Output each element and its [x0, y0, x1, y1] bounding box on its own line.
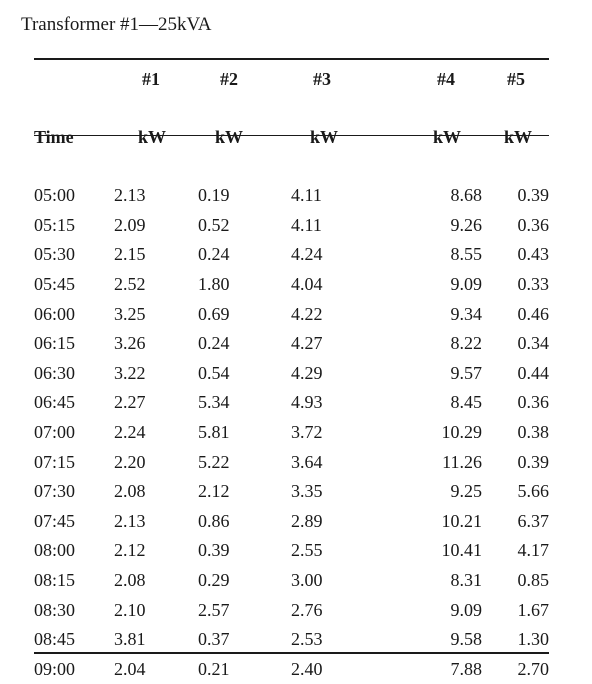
kw-cell-2: 0.69: [198, 299, 291, 329]
kw-cell-5: 0.39: [482, 175, 549, 211]
column-id-header-row: [34, 59, 549, 99]
kw-cell-4: 9.58: [386, 625, 482, 655]
table-row: [34, 655, 549, 684]
kw-cell-4: 9.26: [386, 211, 482, 241]
kw-cell-4: 7.88: [386, 655, 482, 684]
table-row: [34, 625, 549, 655]
kw-cell-1: 2.04: [114, 655, 198, 684]
table-row: [34, 477, 549, 507]
table-row: [34, 566, 549, 596]
kw-cell-2: 5.22: [198, 447, 291, 477]
kw-cell-2: 0.86: [198, 507, 291, 537]
kw-cell-5: 1.67: [482, 595, 549, 625]
column-header-3: #3: [291, 59, 386, 99]
kw-cell-4: 10.41: [386, 536, 482, 566]
column-header-4: #4: [386, 59, 482, 99]
kw-cell-5: 0.38: [482, 418, 549, 448]
kw-cell-5: 4.17: [482, 536, 549, 566]
kw-cell-2: 0.37: [198, 625, 291, 655]
kw-cell-5: 0.46: [482, 299, 549, 329]
unit-header-2: kW: [198, 99, 291, 175]
kw-cell-1: 2.13: [114, 507, 198, 537]
kw-cell-5: 6.37: [482, 507, 549, 537]
table-row: [34, 359, 549, 389]
kw-cell-3: 3.35: [291, 477, 386, 507]
kw-cell-4: 9.09: [386, 595, 482, 625]
kw-cell-1: 2.09: [114, 211, 198, 241]
table-row: [34, 536, 549, 566]
time-cell: 06:30: [34, 359, 114, 389]
kw-cell-2: 0.39: [198, 536, 291, 566]
kw-cell-1: 2.12: [114, 536, 198, 566]
time-cell: 07:00: [34, 418, 114, 448]
time-cell: 08:45: [34, 625, 114, 655]
kw-cell-5: 0.36: [482, 388, 549, 418]
table-row: [34, 388, 549, 418]
table-row: [34, 299, 549, 329]
column-header-2: #2: [198, 59, 291, 99]
kw-cell-2: 5.81: [198, 418, 291, 448]
kw-cell-1: 2.13: [114, 175, 198, 211]
kw-cell-4: 9.57: [386, 359, 482, 389]
kw-cell-3: 3.00: [291, 566, 386, 596]
time-cell: 08:30: [34, 595, 114, 625]
time-cell: 09:00: [34, 655, 114, 684]
kw-cell-2: 0.21: [198, 655, 291, 684]
kw-cell-2: 0.54: [198, 359, 291, 389]
kw-cell-3: 3.64: [291, 447, 386, 477]
kw-cell-5: 0.34: [482, 329, 549, 359]
time-cell: 05:15: [34, 211, 114, 241]
kw-cell-5: 1.30: [482, 625, 549, 655]
time-cell: 07:30: [34, 477, 114, 507]
kw-cell-4: 8.68: [386, 175, 482, 211]
kw-cell-5: 0.36: [482, 211, 549, 241]
kw-cell-5: 2.70: [482, 655, 549, 684]
kw-cell-3: 3.72: [291, 418, 386, 448]
kw-cell-4: 8.55: [386, 240, 482, 270]
table-row: [34, 211, 549, 241]
unit-header-1: kW: [114, 99, 198, 175]
unit-header-4: kW: [386, 99, 482, 175]
kw-cell-3: 2.89: [291, 507, 386, 537]
kw-cell-2: 2.57: [198, 595, 291, 625]
kw-cell-1: 2.10: [114, 595, 198, 625]
kw-cell-3: 2.76: [291, 595, 386, 625]
time-cell: 07:15: [34, 447, 114, 477]
kw-cell-3: 4.04: [291, 270, 386, 300]
kw-cell-1: 2.08: [114, 566, 198, 596]
table-row: [34, 240, 549, 270]
time-cell: 06:45: [34, 388, 114, 418]
kw-cell-4: 9.09: [386, 270, 482, 300]
time-cell: 08:00: [34, 536, 114, 566]
kw-cell-5: 0.33: [482, 270, 549, 300]
table-row: [34, 418, 549, 448]
kw-cell-5: 0.44: [482, 359, 549, 389]
kw-cell-2: 2.12: [198, 477, 291, 507]
kw-cell-1: 3.22: [114, 359, 198, 389]
kw-cell-3: 4.11: [291, 175, 386, 211]
time-header: Time: [34, 99, 114, 175]
table-row: [34, 447, 549, 477]
time-cell: 07:45: [34, 507, 114, 537]
kw-cell-5: 5.66: [482, 477, 549, 507]
time-cell: 05:30: [34, 240, 114, 270]
empty-header-cell: [34, 59, 114, 99]
kw-cell-4: 8.31: [386, 566, 482, 596]
column-header-5: #5: [482, 59, 549, 99]
kw-cell-1: 2.20: [114, 447, 198, 477]
kw-cell-2: 0.19: [198, 175, 291, 211]
time-cell: 05:45: [34, 270, 114, 300]
kw-cell-4: 11.26: [386, 447, 482, 477]
kw-cell-1: 2.24: [114, 418, 198, 448]
kw-cell-1: 2.27: [114, 388, 198, 418]
time-cell: 05:00: [34, 175, 114, 211]
time-cell: 08:15: [34, 566, 114, 596]
unit-header-3: kW: [291, 99, 386, 175]
time-cell: 06:00: [34, 299, 114, 329]
table-row: [34, 270, 549, 300]
table-row: [34, 329, 549, 359]
table-row: [34, 175, 549, 211]
table-body: [34, 175, 549, 684]
kw-cell-4: 9.34: [386, 299, 482, 329]
kw-cell-3: 4.29: [291, 359, 386, 389]
kw-cell-1: 2.52: [114, 270, 198, 300]
kw-cell-4: 9.25: [386, 477, 482, 507]
table-caption: Transformer #1—25kVA: [21, 14, 212, 36]
kw-cell-1: 2.15: [114, 240, 198, 270]
kw-cell-2: 0.52: [198, 211, 291, 241]
kw-cell-3: 4.93: [291, 388, 386, 418]
kw-cell-1: 2.08: [114, 477, 198, 507]
unit-header-5: kW: [482, 99, 549, 175]
kw-cell-3: 4.27: [291, 329, 386, 359]
kw-cell-4: 8.45: [386, 388, 482, 418]
kw-cell-2: 0.24: [198, 329, 291, 359]
kw-cell-2: 5.34: [198, 388, 291, 418]
time-cell: 06:15: [34, 329, 114, 359]
kw-cell-5: 0.39: [482, 447, 549, 477]
kw-cell-5: 0.43: [482, 240, 549, 270]
table-row: [34, 507, 549, 537]
kw-cell-1: 3.26: [114, 329, 198, 359]
kw-cell-3: 2.40: [291, 655, 386, 684]
kw-cell-4: 8.22: [386, 329, 482, 359]
kw-cell-2: 1.80: [198, 270, 291, 300]
kw-cell-5: 0.85: [482, 566, 549, 596]
kw-cell-2: 0.29: [198, 566, 291, 596]
column-header-1: #1: [114, 59, 198, 99]
kw-cell-1: 3.25: [114, 299, 198, 329]
kw-cell-3: 4.22: [291, 299, 386, 329]
kw-cell-1: 3.81: [114, 625, 198, 655]
kw-cell-4: 10.21: [386, 507, 482, 537]
unit-header-row: [34, 99, 549, 175]
transformer-load-table: [34, 59, 549, 684]
table-row: [34, 595, 549, 625]
kw-cell-3: 4.24: [291, 240, 386, 270]
kw-cell-3: 2.53: [291, 625, 386, 655]
kw-cell-3: 4.11: [291, 211, 386, 241]
kw-cell-4: 10.29: [386, 418, 482, 448]
kw-cell-2: 0.24: [198, 240, 291, 270]
kw-cell-3: 2.55: [291, 536, 386, 566]
